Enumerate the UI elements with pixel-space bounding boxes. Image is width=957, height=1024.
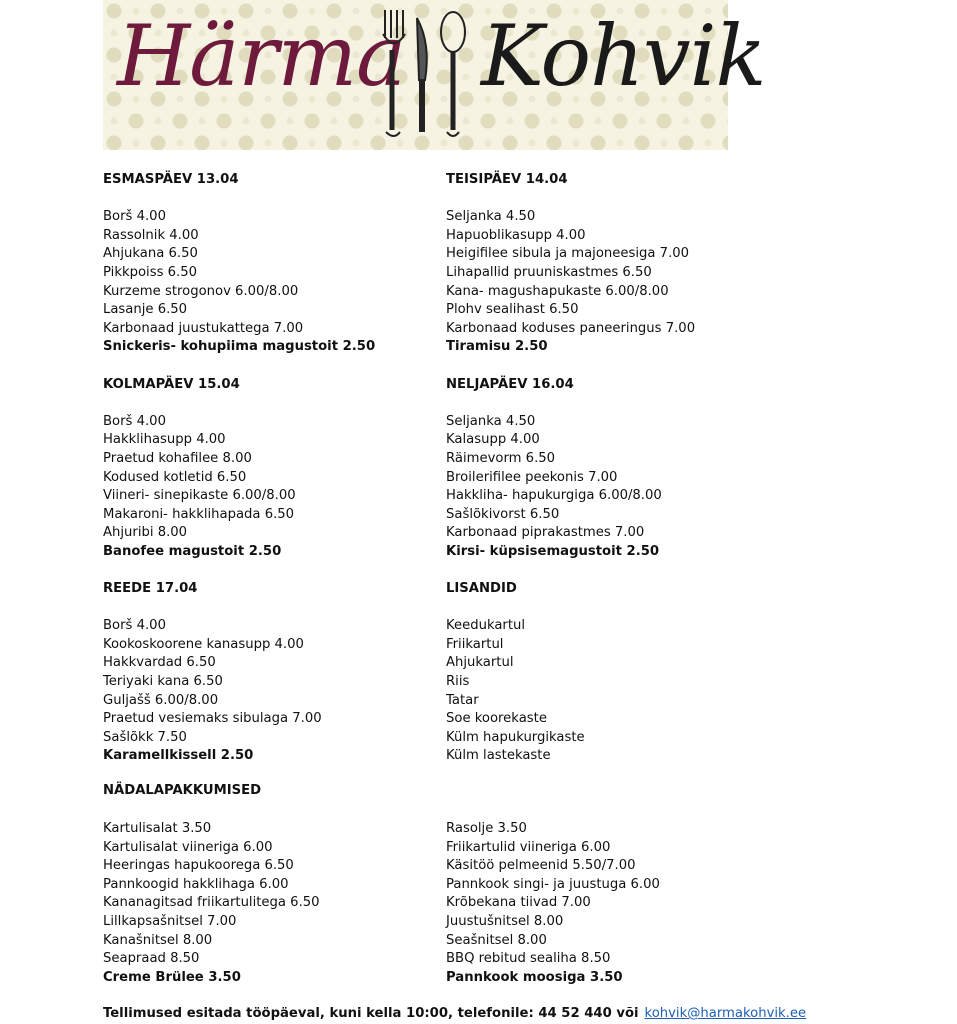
cutlery-icon (373, 4, 473, 144)
menu-item: Lihapallid pruuniskastmes 6.50 (446, 264, 652, 280)
weekly-item: Juustušnitsel 8.00 (446, 913, 564, 929)
menu-item: Rassolnik 4.00 (103, 227, 199, 243)
day-heading: NELJAPÄEV 16.04 (446, 376, 574, 392)
menu-item: Viineri- sinepikaste 6.00/8.00 (103, 488, 296, 504)
menu-item: Kana- magushapukaste 6.00/8.00 (446, 283, 669, 299)
menu-item: Seljanka 4.50 (446, 413, 536, 429)
menu-item: Ahjuribi 8.00 (103, 525, 188, 541)
day-block (446, 580, 776, 803)
menu-item: Praetud kohafilee 8.00 (103, 450, 252, 466)
day-heading: ESMASPÄEV 13.04 (103, 172, 239, 187)
dessert-item: Karamellkissell 2.50 (103, 748, 254, 764)
menu-item: Karbonaad juustukattega 7.00 (103, 320, 304, 336)
footer-text: Tellimused esitada tööpäeval, kuni kella 10:00, telefonile: 44 52 440 või (103, 1006, 639, 1021)
menu-item: Ahjukana 6.50 (103, 246, 198, 262)
menu-item: Plohv sealihast 6.50 (446, 302, 579, 318)
menu-item: Borš 4.00 (103, 618, 166, 634)
menu-item: Praetud vesiemaks sibulaga 7.00 (103, 711, 322, 727)
menu-item: Külm lastekaste (446, 748, 551, 764)
day-heading: LISANDID (446, 581, 517, 597)
menu-item: Sašlõkivorst 6.50 (446, 506, 560, 522)
header-banner (103, 0, 766, 150)
dessert-item: Kirsi- küpsisemagustoit 2.50 (446, 543, 660, 559)
menu-item: Kurzeme strogonov 6.00/8.00 (103, 283, 299, 299)
menu-item: Keedukartul (446, 618, 526, 634)
day-block (103, 376, 433, 581)
day-block (446, 171, 776, 376)
weekly-item: BBQ rebitud sealiha 8.50 (446, 951, 611, 967)
weekly-item: Friikartulid viineriga 6.00 (446, 839, 611, 855)
day-heading: KOLMAPÄEV 15.04 (103, 376, 240, 392)
day-block (446, 376, 776, 581)
email-link[interactable]: kohvik@harmakohvik.ee (644, 1006, 807, 1021)
dessert-item: Snickeris- kohupiima magustoit 2.50 (103, 339, 376, 355)
menu-item: Friikartul (446, 636, 504, 652)
menu-item: Hakklihasupp 4.00 (103, 432, 226, 448)
weekly-item: Pannkoogid hakklihaga 6.00 (103, 876, 289, 892)
menu-item: Hapuoblikasupp 4.00 (446, 227, 586, 243)
weekly-offers-right (446, 820, 660, 987)
order-footer (103, 1006, 806, 1021)
weekly-item: Krõbekana tiivad 7.00 (446, 895, 591, 911)
menu-item: Lasanje 6.50 (103, 302, 188, 318)
weekly-dessert: Pannkook moosiga 3.50 (446, 969, 623, 985)
day-block (103, 580, 433, 785)
weekly-item: Kartulisalat viineriga 6.00 (103, 839, 273, 855)
day-block (103, 171, 433, 376)
dessert-item: Tiramisu 2.50 (446, 339, 548, 355)
menu-item: Hakkvardad 6.50 (103, 655, 216, 671)
menu-item: Kalasupp 4.00 (446, 432, 540, 448)
menu-item: Kookoskoorene kanasupp 4.00 (103, 636, 304, 652)
menu-item: Pikkpoiss 6.50 (103, 264, 197, 280)
menu-item: Makaroni- hakklihapada 6.50 (103, 506, 295, 522)
menu-item: Sašlõkk 7.50 (103, 729, 187, 745)
weekly-item: Seašnitsel 8.00 (446, 932, 547, 948)
day-heading: TEISIPÄEV 14.04 (446, 172, 568, 187)
weekly-item: Lillkapsašnitsel 7.00 (103, 913, 237, 929)
weekly-item: Kananagitsad friikartulitega 6.50 (103, 895, 320, 911)
menu-column-left (103, 171, 433, 785)
weekly-dessert: Creme Brülee 3.50 (103, 969, 241, 985)
menu-item: Külm hapukurgikaste (446, 729, 585, 745)
menu-item: Heigifilee sibula ja majoneesiga 7.00 (446, 246, 690, 262)
weekly-offers-heading: NÄDALAPAKKUMISED (103, 783, 262, 798)
menu-item: Ahjukartul (446, 655, 514, 671)
menu-item: Karbonaad koduses paneeringus 7.00 (446, 320, 696, 336)
menu-item: Soe koorekaste (446, 711, 547, 727)
menu-item: Hakkliha- hapukurgiga 6.00/8.00 (446, 488, 662, 504)
brand-word-right: Kohvik (481, 7, 766, 105)
weekly-item: Seapraad 8.50 (103, 951, 200, 967)
menu-item: Karbonaad piprakastmes 7.00 (446, 525, 645, 541)
menu-item: Seljanka 4.50 (446, 209, 536, 225)
menu-item: Teriyaki kana 6.50 (103, 674, 223, 690)
dessert-item: Banofee magustoit 2.50 (103, 543, 282, 559)
menu-item: Borš 4.00 (103, 209, 166, 225)
menu-item: Guljašš 6.00/8.00 (103, 692, 219, 708)
brand-word-left: Härma (117, 7, 406, 105)
menu-item: Tatar (446, 692, 479, 708)
weekly-item: Kartulisalat 3.50 (103, 821, 212, 836)
weekly-offers-left (103, 820, 320, 987)
weekly-item: Käsitöö pelmeenid 5.50/7.00 (446, 858, 636, 874)
weekly-item: Rasolje 3.50 (446, 821, 527, 836)
menu-item: Broilerifilee peekonis 7.00 (446, 469, 618, 485)
menu-column-right (446, 171, 776, 803)
menu-item: Kodused kotletid 6.50 (103, 469, 247, 485)
weekly-item: Kanašnitsel 8.00 (103, 932, 213, 948)
menu-item: Borš 4.00 (103, 413, 166, 429)
weekly-item: Pannkook singi- ja juustuga 6.00 (446, 876, 660, 892)
menu-item: Riis (446, 674, 470, 690)
day-heading: REEDE 17.04 (103, 581, 198, 597)
weekly-item: Heeringas hapukoorega 6.50 (103, 858, 294, 874)
menu-item: Räimevorm 6.50 (446, 450, 556, 466)
